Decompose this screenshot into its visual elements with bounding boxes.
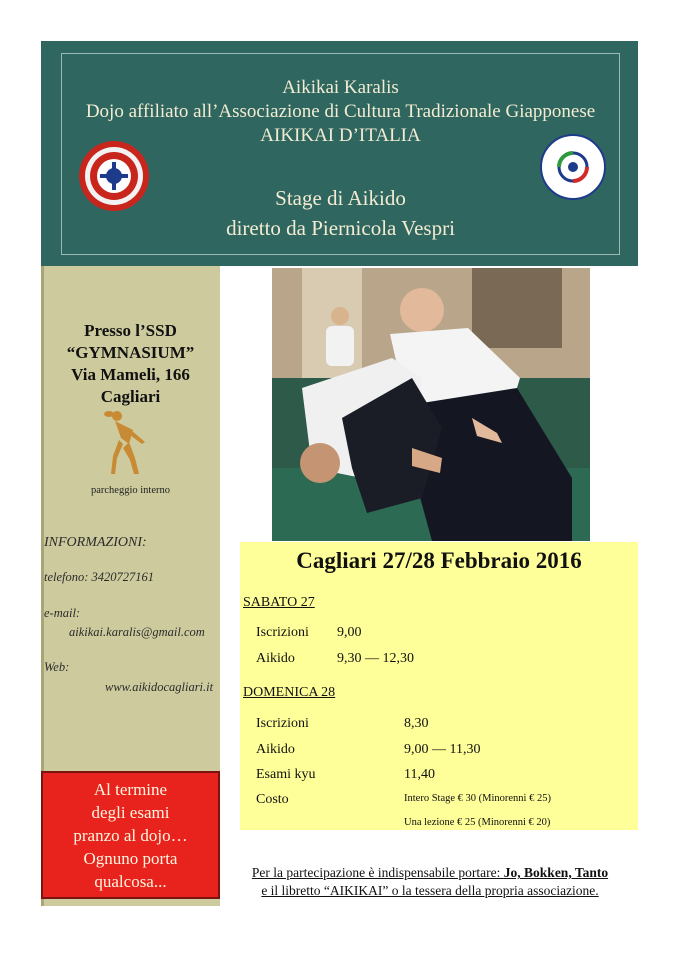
venue-line-2: “GYMNASIUM”: [66, 343, 195, 362]
affiliation-text: Dojo affiliato all’Associazione di Cultura Tradizionale Giapponese: [85, 101, 596, 122]
venue-line-4: Cagliari: [100, 387, 161, 406]
header-frame: [61, 53, 620, 255]
sun-row-value: 9,00 — 11,30: [404, 742, 481, 757]
venue-line-1: Presso l’SSD: [84, 321, 177, 340]
requirements-line-1: [222, 864, 638, 882]
venue-line-3: Via Mameli, 166: [71, 365, 190, 384]
sun-row-label: Esami kyu: [256, 767, 316, 782]
requirements-note: [222, 864, 638, 900]
aikikai-italia-logo: [540, 134, 606, 200]
phone-text: telefono: 3420727161: [44, 570, 155, 584]
sat-row-label: Iscrizioni: [256, 625, 309, 640]
note-line-3: pranzo al dojo…: [73, 826, 188, 845]
cost-full-stage: Intero Stage € 30 (Minorenni € 25): [404, 793, 551, 804]
note-line-1: Al termine: [93, 780, 168, 799]
sun-row-label: Iscrizioni: [256, 716, 309, 731]
sun-row-label: Costo: [256, 792, 289, 807]
event-headline: Cagliari 27/28 Febbraio 2016: [296, 548, 582, 573]
note-line-5: qualcosa...: [94, 872, 167, 891]
sat-row-label: Aikido: [256, 651, 295, 666]
header-banner: [41, 41, 638, 266]
stage-director: diretto da Piernicola Vespri: [226, 216, 455, 240]
note-line-2: degli esami: [91, 803, 170, 822]
lunch-note-box: [41, 771, 220, 899]
web-label: Web:: [44, 660, 70, 674]
parking-note: parcheggio interno: [90, 485, 170, 496]
discobolus-icon: [103, 408, 149, 478]
sat-row-value: 9,00: [337, 625, 362, 640]
requirements-items: Jo, Bokken, Tanto: [503, 865, 609, 880]
stage-title: Stage di Aikido: [275, 186, 406, 210]
saturday-label: SABATO 27: [243, 595, 315, 610]
requirements-prefix: Per la partecipazione è indispensabile portare:: [251, 865, 504, 880]
sat-row-value: 9,30 — 12,30: [337, 651, 414, 666]
sunday-label: DOMENICA 28: [243, 685, 336, 700]
event-box: [240, 542, 638, 830]
web-link[interactable]: www.aikidocagliari.it: [105, 680, 214, 694]
requirements-line-2: e il libretto “AIKIKAI” o la tessera della propria associazione.: [261, 883, 599, 898]
federation-name: AIKIKAI D’ITALIA: [260, 125, 421, 146]
cost-single-lesson: Una lezione € 25 (Minorenni € 20): [404, 817, 551, 828]
sun-row-label: Aikido: [256, 742, 295, 757]
club-name: Aikikai Karalis: [282, 77, 399, 98]
sun-row-value: 8,30: [404, 716, 429, 731]
email-link[interactable]: aikikai.karalis@gmail.com: [69, 625, 205, 639]
aikikai-karalis-logo: [78, 140, 150, 212]
email-label: e-mail:: [44, 606, 81, 620]
note-line-4: Ognuno porta: [83, 849, 178, 868]
aikido-photo: [272, 268, 590, 541]
info-title: INFORMAZIONI:: [44, 535, 147, 550]
sun-row-value: 11,40: [404, 767, 435, 782]
